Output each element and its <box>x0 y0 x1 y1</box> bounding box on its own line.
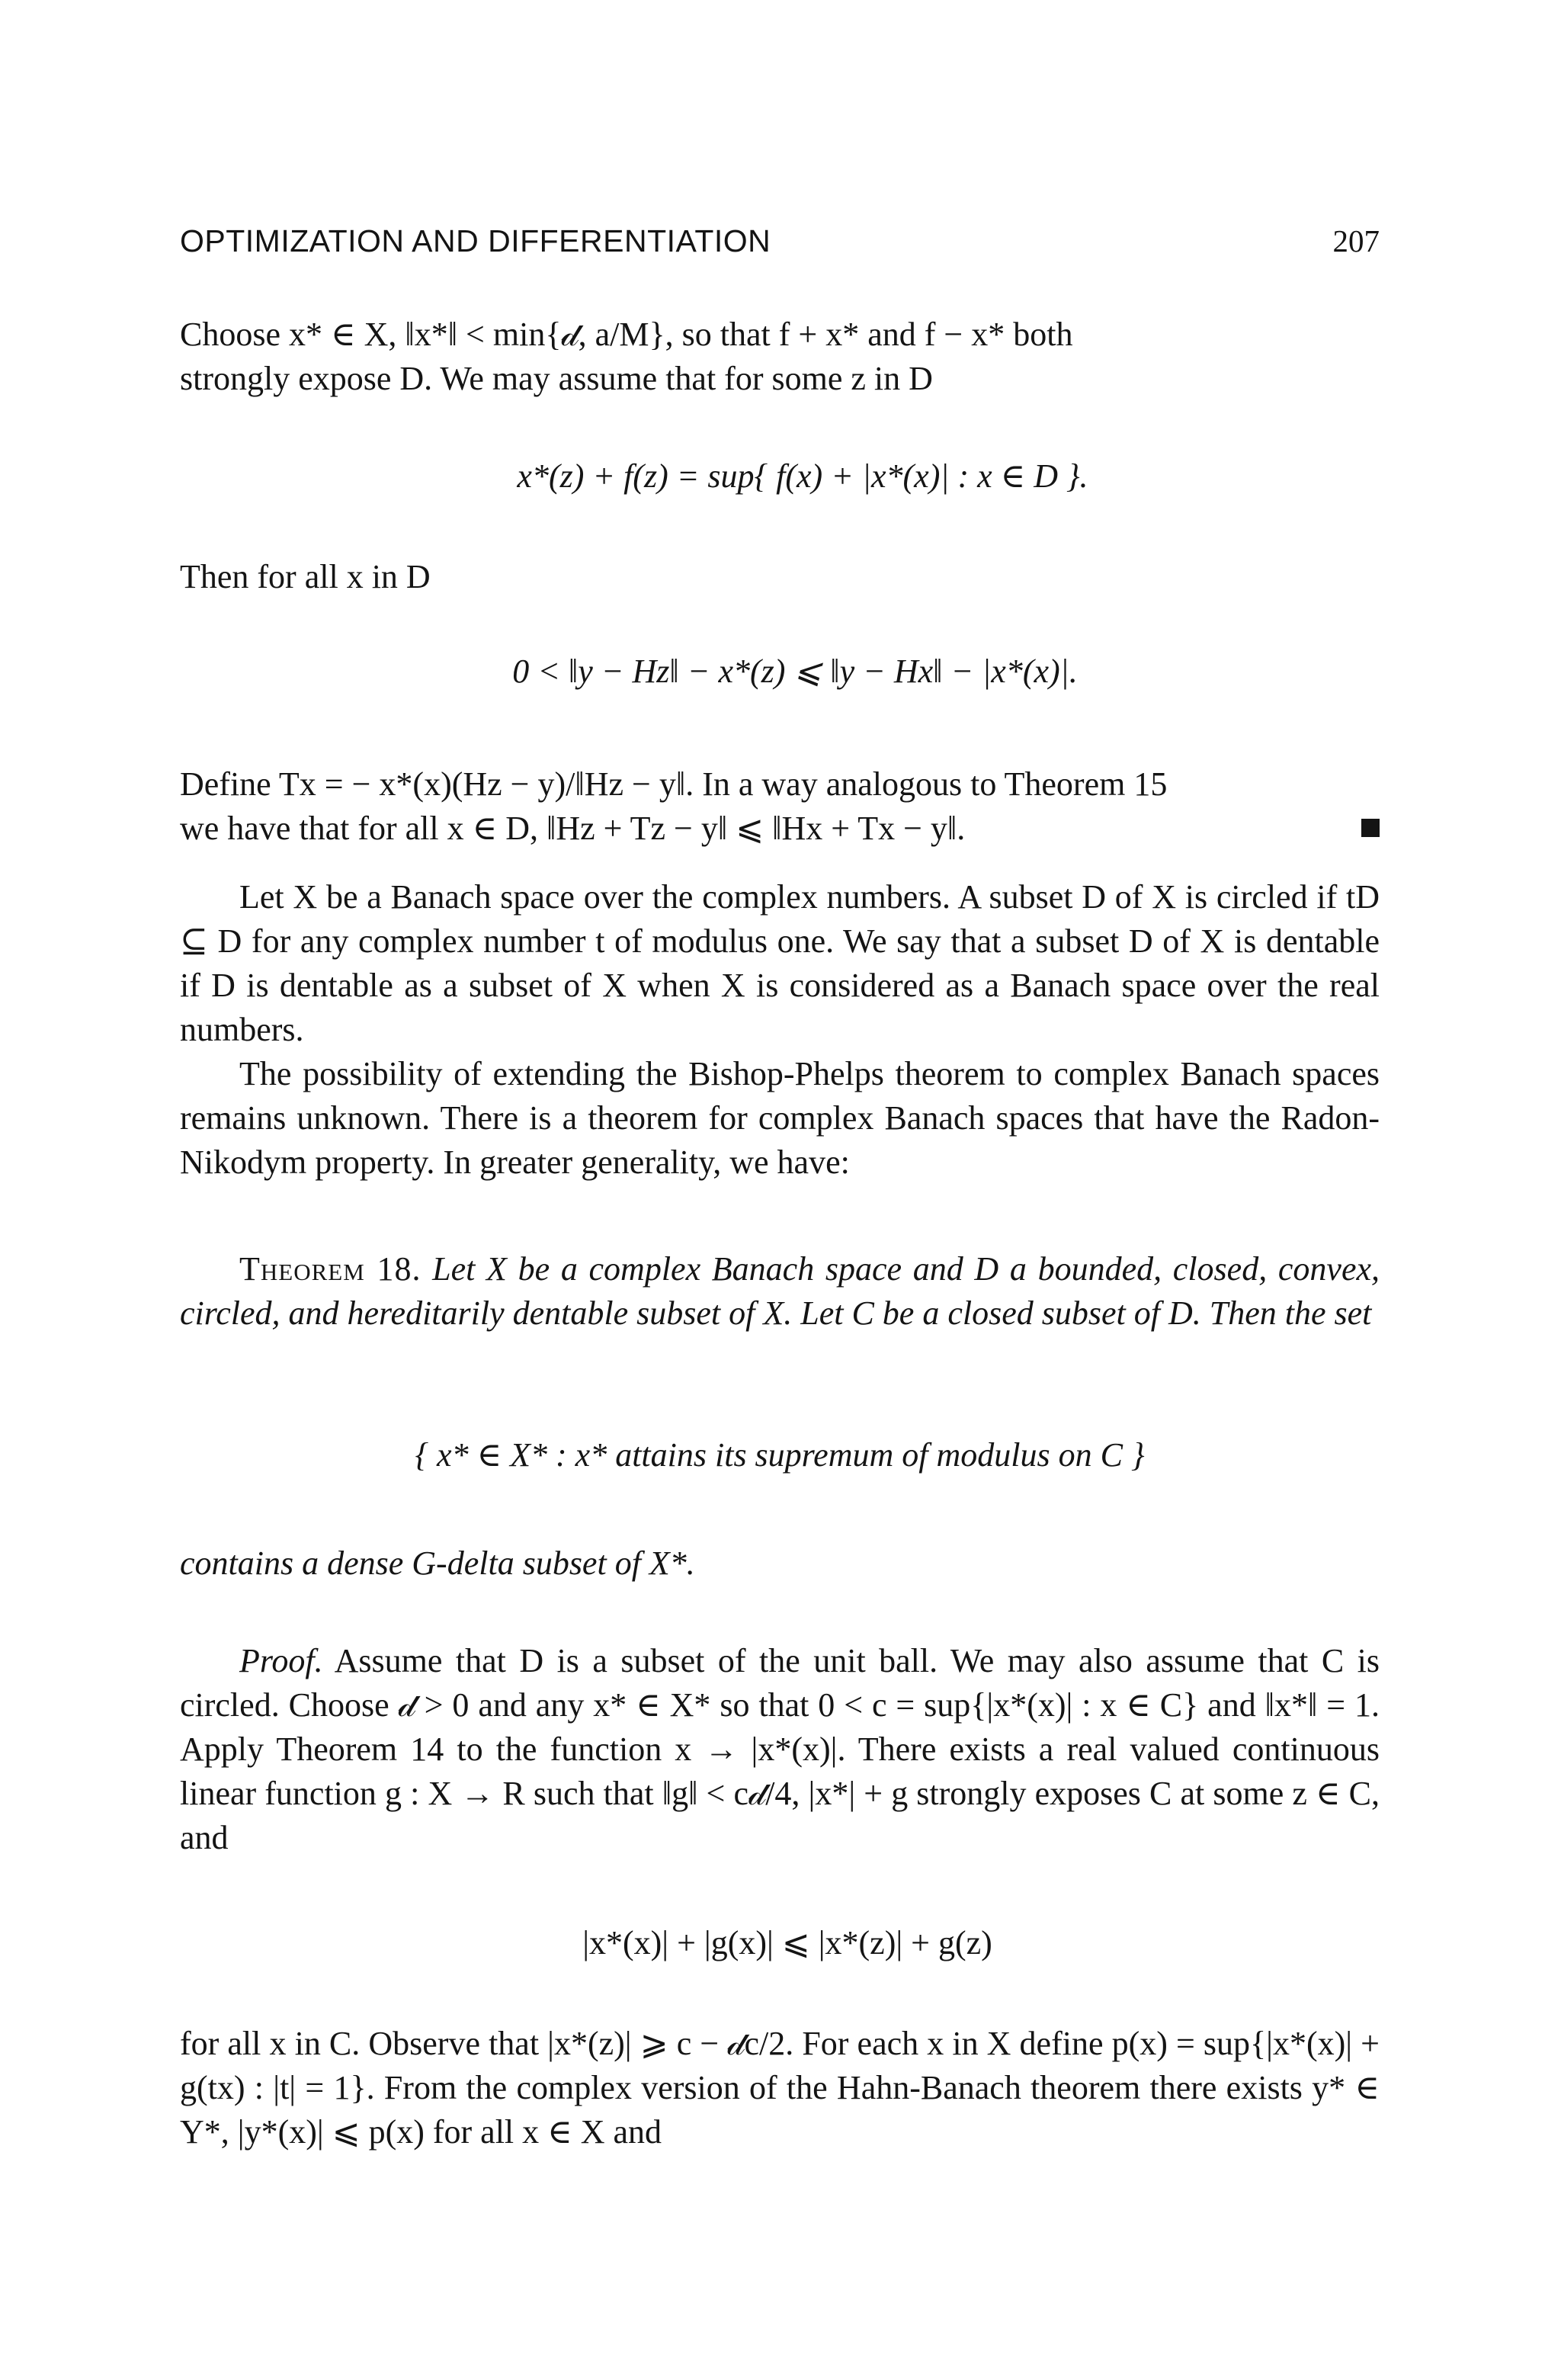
qed-square-icon <box>1361 819 1380 837</box>
equation-set: { x* ∈ X* : x* attains its supremum of modulus on C } <box>415 1436 1145 1474</box>
header-title: OPTIMIZATION AND DIFFERENTIATION <box>180 223 771 258</box>
paragraph-bishop-phelps: The possibility of extending the Bishop-Phelps theorem to complex Banach spaces remains unknown. There is a theorem for complex Banach spaces that have the Radon-Nikodym property. In greater generality, we have: <box>180 1055 1380 1181</box>
paragraph-choose-line2: strongly expose D. We may assume that for some z in D <box>180 360 933 397</box>
proof-text: Assume that D is a subset of the unit ball. We may also assume that C is circled. Choose 𝒹 > 0 and any x* ∈ X* so that 0 < c = sup{|x*(x)| : x ∈ C} and ‖x*‖ = 1. Apply Theorem 14 to the function x → |x*(x)|. There exists a real valued continuous linear function g : X → R such that ‖g‖ < c𝒹/4, |x*| + g strongly exposes C at some z ∈ C, and <box>180 1642 1380 1856</box>
proof-label: Proof. <box>239 1642 323 1679</box>
paragraph-circled-definition: Let X be a Banach space over the complex numbers. A subset D of X is circled if tD ⊆ D for any complex number t of modulus one. We say that a subset D of X is dentable if D is dentable as a subset of X when X is considered as a Banach space over the real numbers. <box>180 878 1380 1048</box>
theorem-conclusion: contains a dense G-delta subset of X*. <box>180 1544 695 1582</box>
page-number: 207 <box>1332 223 1380 258</box>
equation-strong-expose: |x*(x)| + |g(x)| ⩽ |x*(z)| + g(z) <box>582 1924 992 1961</box>
theorem-18 <box>180 1247 1380 1336</box>
equation-sup: x*(z) + f(z) = sup{ f(x) + |x*(x)| : x ∈ D }. <box>517 457 1088 495</box>
equation-inequality: 0 < ‖y − Hz‖ − x*(z) ⩽ ‖y − Hx‖ − |x*(x)|. <box>512 653 1078 690</box>
paragraph-define-line1: Define Tx = − x*(x)(Hz − y)/‖Hz − y‖. In a way analogous to Theorem 15 <box>180 765 1168 803</box>
proof-paragraph <box>180 1639 1380 1860</box>
paragraph-hahn-banach: for all x in C. Observe that |x*(z)| ⩾ c − 𝒹c/2. For each x in X define p(x) = sup{|x*(x)| + g(tx) : |t| = 1}. From the complex version of the Hahn-Banach theorem there exists y* ∈ Y*, |y*(x)| ⩽ p(x) for all x ∈ X and <box>180 2025 1380 2151</box>
theorem-label: Theorem 18. <box>239 1250 422 1288</box>
theorem-statement: Let X be a complex Banach space and D a bounded, closed, convex, circled, and hereditarily dentable subset of X. Let C be a closed subset of D. Then the set <box>180 1250 1380 1332</box>
paragraph-define-line2: we have that for all x ∈ D, ‖Hz + Tz − y‖ ⩽ ‖Hx + Tx − y‖. <box>180 810 966 847</box>
running-header <box>180 223 1380 268</box>
paragraph-then: Then for all x in D <box>180 558 431 595</box>
paragraph-define-line2-wrap <box>180 807 1380 851</box>
paragraph-choose-line1: Choose x* ∈ X, ‖x*‖ < min{𝒹, a/M}, so that f + x* and f − x* both <box>180 316 1073 353</box>
